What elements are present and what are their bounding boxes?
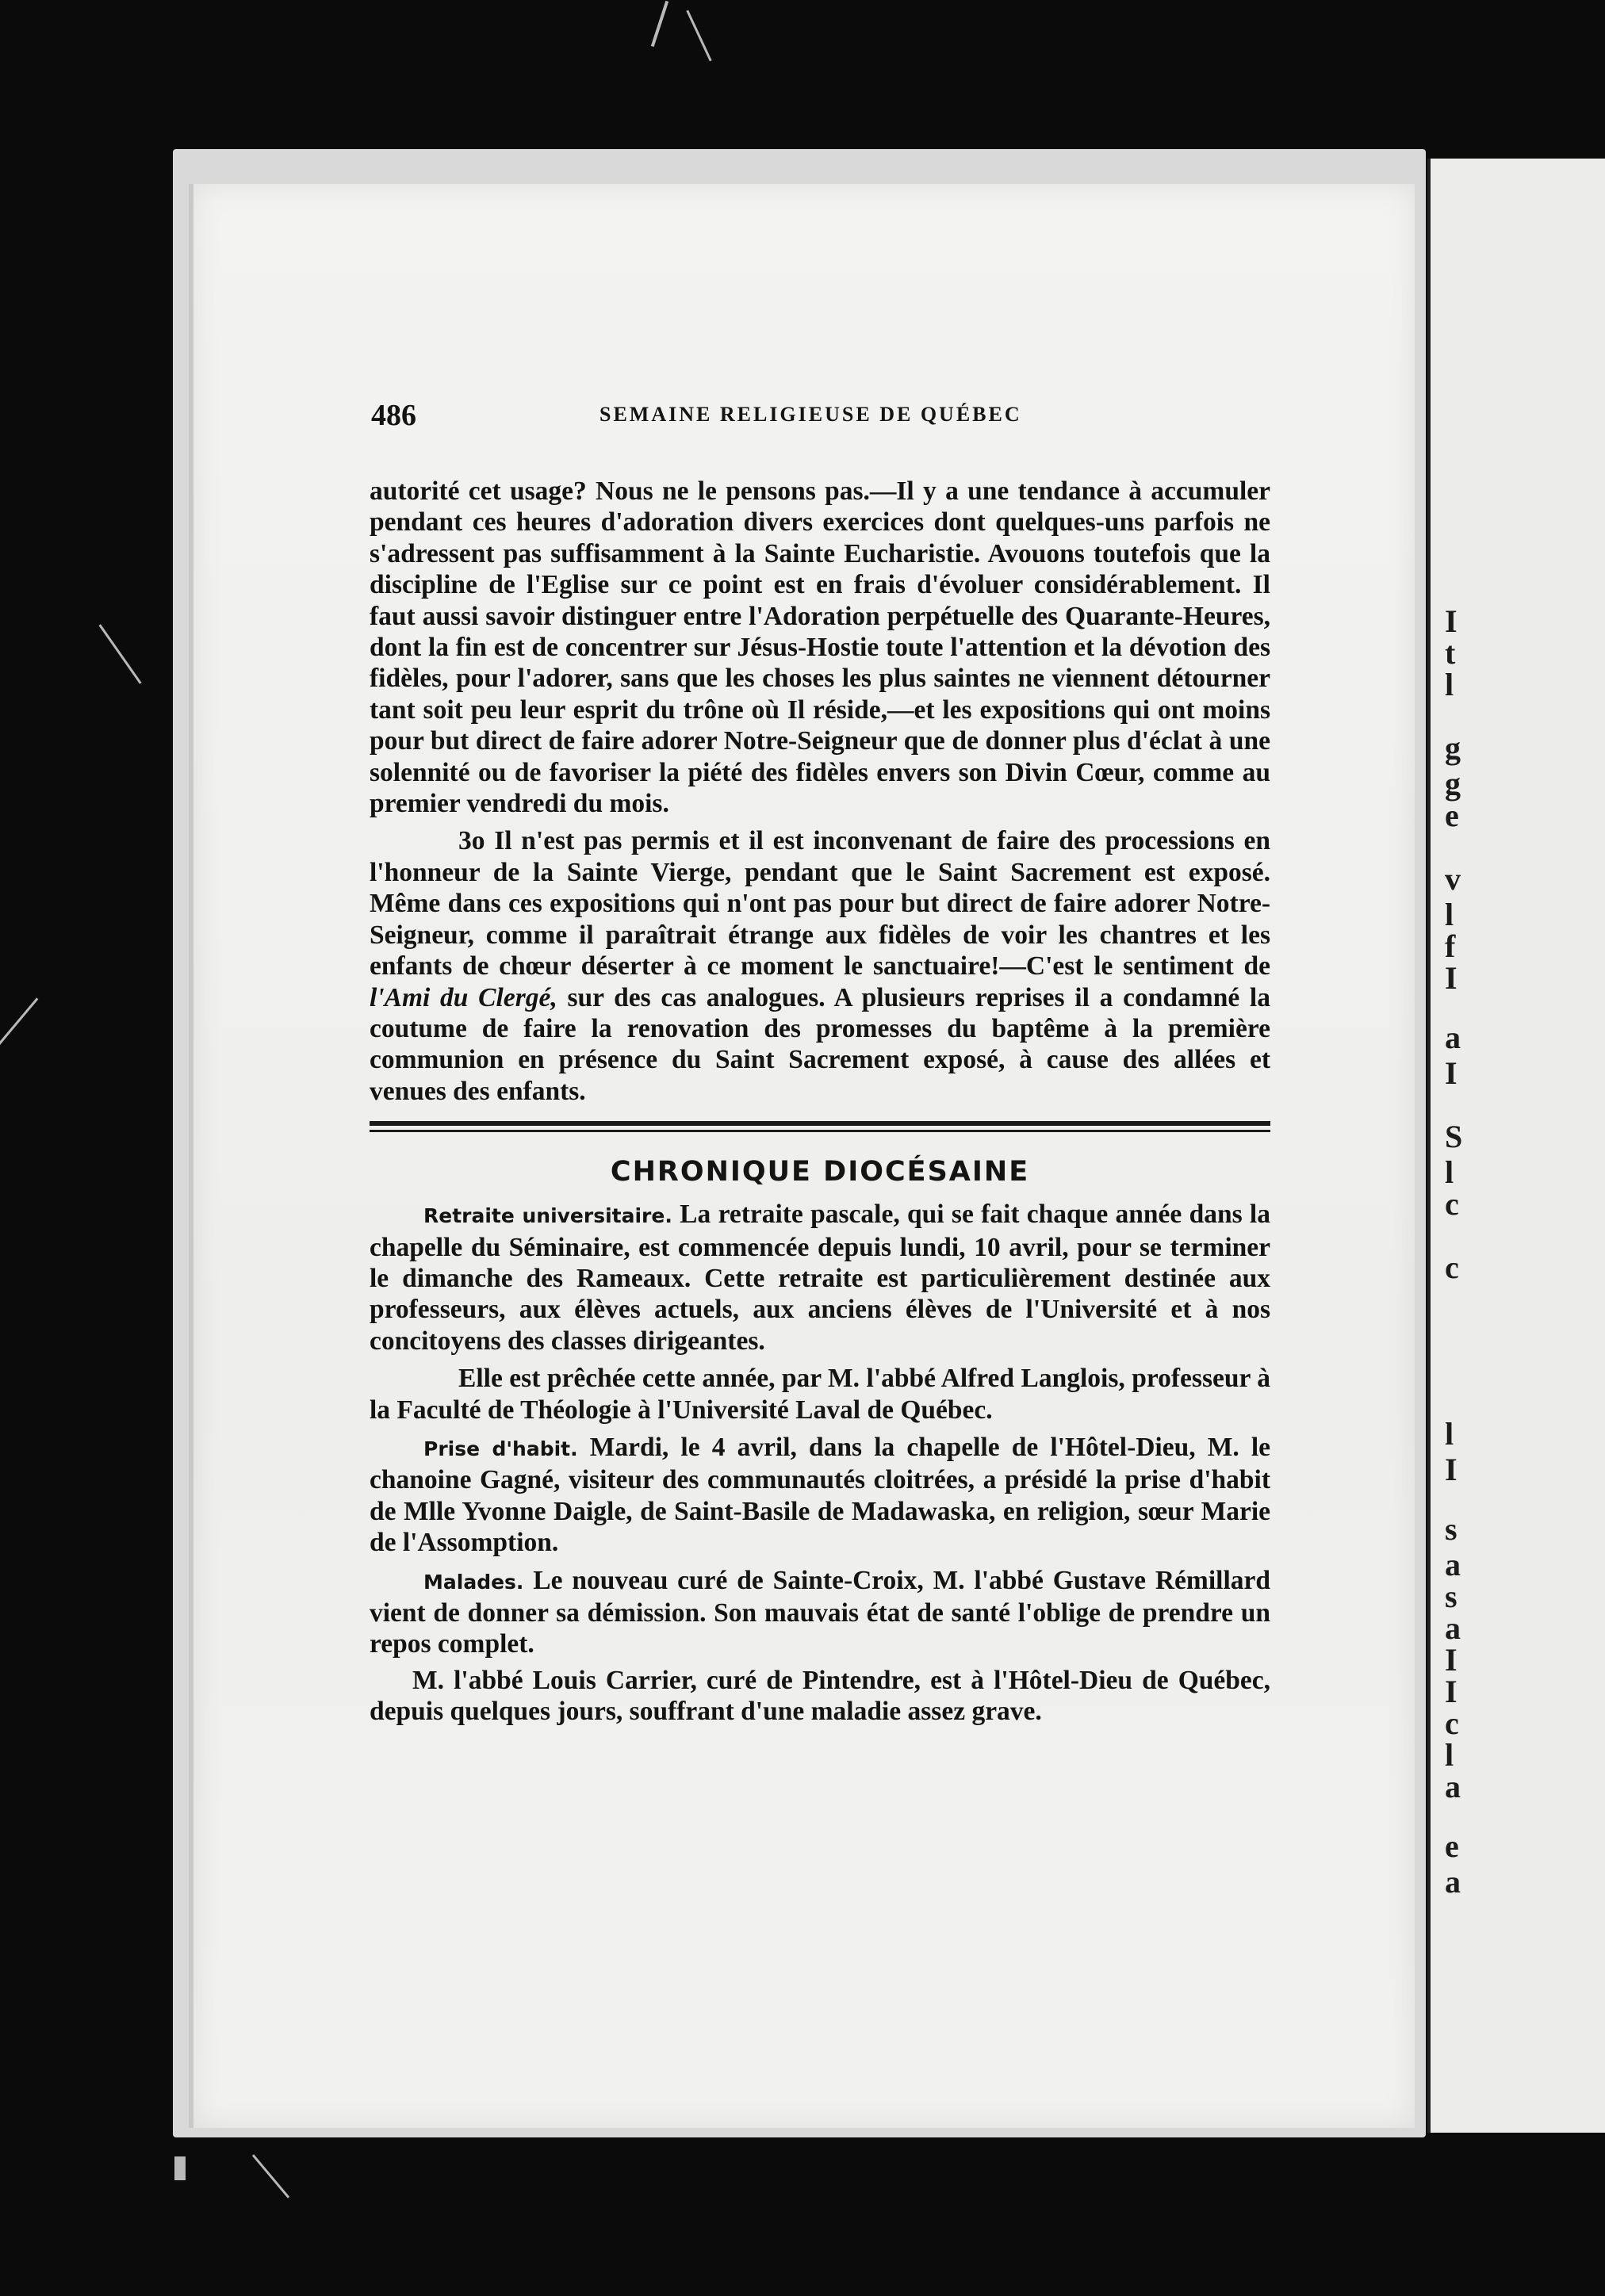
adjacent-fragment: v xyxy=(1445,861,1461,897)
adjacent-fragment: a xyxy=(1445,1769,1461,1804)
notice-text: Le nouveau curé de Sainte-Croix, M. l'abbé Gustave Rémillard vient de donner sa démission. Son mauvais état de santé l'oblige de prendre un repos complet. xyxy=(370,1565,1270,1659)
body-paragraph: autorité cet usage? Nous ne le pensons pas.—Il y a une tendance à accumuler pendant ces heures d'adoration divers exercices dont quelques-uns parfois ne s'adressent pas suffisamment à la Sainte Eucharistie. Avouons toutefois que la discipline de l'Eglise sur ce point est en frais d'évoluer considérablement. Il faut aussi savoir distinguer entre l'Adoration perpétuelle des Quarante-Heures, dont la fin est de concentrer sur Jésus-Hostie toute l'attention et la dévotion des fidèles, pour l'adorer, sans que les choses les plus saintes ne viennent détourner tant soit peu leur esprit du trône où Il réside,—et les expositions qui ont moins pour but direct de faire adorer Notre-Seigneur que de donner plus d'éclat à une solennité ou de favoriser la piété des fidèles envers son Divin Cœur, comme au premier vendredi du mois. xyxy=(370,476,1270,819)
adjacent-fragment: S xyxy=(1445,1119,1463,1154)
notice-rubric: Malades. xyxy=(423,1570,524,1594)
scan-artifact xyxy=(651,1,668,47)
adjacent-fragment: f xyxy=(1445,928,1456,964)
chronique-notice xyxy=(370,1363,1270,1425)
adjacent-fragment: I xyxy=(1445,603,1458,639)
adjacent-fragment: a xyxy=(1445,1547,1461,1582)
chronique-notice xyxy=(370,1565,1270,1660)
adjacent-fragment: l xyxy=(1445,1737,1454,1773)
adjacent-fragment: I xyxy=(1445,1642,1458,1678)
adjacent-fragment: a xyxy=(1445,1864,1461,1900)
paragraph-text: sur des cas analogues. A plusieurs reprises il a condamné la coutume de faire la renovation des promesses du baptême à la première communion en présence du Saint Sacrement exposé, à cause des allées et venues des enfants. xyxy=(370,982,1270,1106)
running-title: SEMAINE RELIGIEUSE DE QUÉBEC xyxy=(599,403,1022,426)
adjacent-fragment: g xyxy=(1445,730,1461,766)
adjacent-fragment: s xyxy=(1445,1578,1458,1614)
chronique-notice xyxy=(370,1432,1270,1559)
adjacent-fragment: l xyxy=(1445,897,1454,932)
adjacent-fragment: l xyxy=(1445,1154,1454,1190)
adjacent-fragment: l xyxy=(1445,1416,1454,1452)
adjacent-fragment: a xyxy=(1445,1610,1461,1646)
notice-text: La retraite pascale, qui se fait chaque année dans la chapelle du Séminaire, est commencée depuis lundi, 10 avril, pour se terminer le dimanche des Rameaux. Cette retraite est particulièrement destinée aux professeurs, aux élèves actuels, aux anciens élèves de l'Université et à nos concitoyens des classes dirigeantes. xyxy=(370,1200,1270,1356)
paragraph-text: 3o Il n'est pas permis et il est inconvenant de faire des processions en l'honneur de la Sainte Vierge, pendant que le Saint Sacrement est exposé. Même dans ces expositions qui n'ont pas pour but direct de faire adorer Notre-Seigneur, comme il paraîtrait étrange aux fidèles de voir les chantres et les enfants de chœur déserter à ce moment le sanctuaire!—C'est le sentiment de xyxy=(370,826,1270,982)
adjacent-fragment: I xyxy=(1445,960,1458,996)
chronique-notice xyxy=(370,1665,1270,1728)
adjacent-fragment: e xyxy=(1445,1828,1459,1864)
journal-title: l'Ami du Clergé, xyxy=(370,982,557,1012)
adjacent-fragment: g xyxy=(1445,766,1461,802)
notice-text: M. l'abbé Louis Carrier, curé de Pintendre, est à l'Hôtel-Dieu de Québec, depuis quelques jours, souffrant d'une maladie assez grave. xyxy=(370,1665,1270,1727)
page-number: 486 xyxy=(371,399,416,432)
scan-artifact xyxy=(686,10,711,62)
scan-artifact xyxy=(252,2154,289,2198)
adjacent-page-edge xyxy=(1427,159,1605,2133)
adjacent-fragment: e xyxy=(1445,798,1459,833)
notice-rubric: Retraite universitaire. xyxy=(423,1204,672,1228)
scan-artifact xyxy=(174,2156,186,2180)
section-title: CHRONIQUE DIOCÉSAINE xyxy=(610,1156,1030,1188)
adjacent-fragment: c xyxy=(1445,1705,1459,1741)
adjacent-fragment: c xyxy=(1445,1249,1459,1285)
notice-rubric: Prise d'habit. xyxy=(423,1437,578,1460)
page-content xyxy=(370,398,1270,1728)
adjacent-fragment: I xyxy=(1445,1055,1458,1091)
adjacent-fragment: c xyxy=(1445,1186,1459,1222)
adjacent-fragment: s xyxy=(1445,1511,1458,1547)
adjacent-fragment: t xyxy=(1445,635,1456,671)
adjacent-fragment: a xyxy=(1445,1020,1461,1055)
adjacent-fragment: I xyxy=(1445,1674,1458,1709)
scan-artifact xyxy=(0,997,38,1047)
section-divider xyxy=(370,1121,1270,1132)
notice-text: Elle est prêchée cette année, par M. l'abbé Alfred Langlois, professeur à la Faculté de Théologie à l'Université Laval de Québec. xyxy=(370,1364,1270,1425)
adjacent-fragment: I xyxy=(1445,1452,1458,1487)
running-head xyxy=(370,398,1270,438)
adjacent-fragment: l xyxy=(1445,667,1454,702)
notice-text: Mardi, le 4 avril, dans la chapelle de l'Hôtel-Dieu, M. le chanoine Gagné, visiteur des communautés cloitrées, a présidé la prise d'habit de Mlle Yvonne Daigle, de Saint-Basile de Madawaska, en religion, sœur Marie de l'Assomption. xyxy=(370,1432,1271,1558)
scan-artifact xyxy=(98,624,141,683)
body-paragraph xyxy=(370,825,1270,1107)
chronique-notice xyxy=(370,1199,1270,1357)
